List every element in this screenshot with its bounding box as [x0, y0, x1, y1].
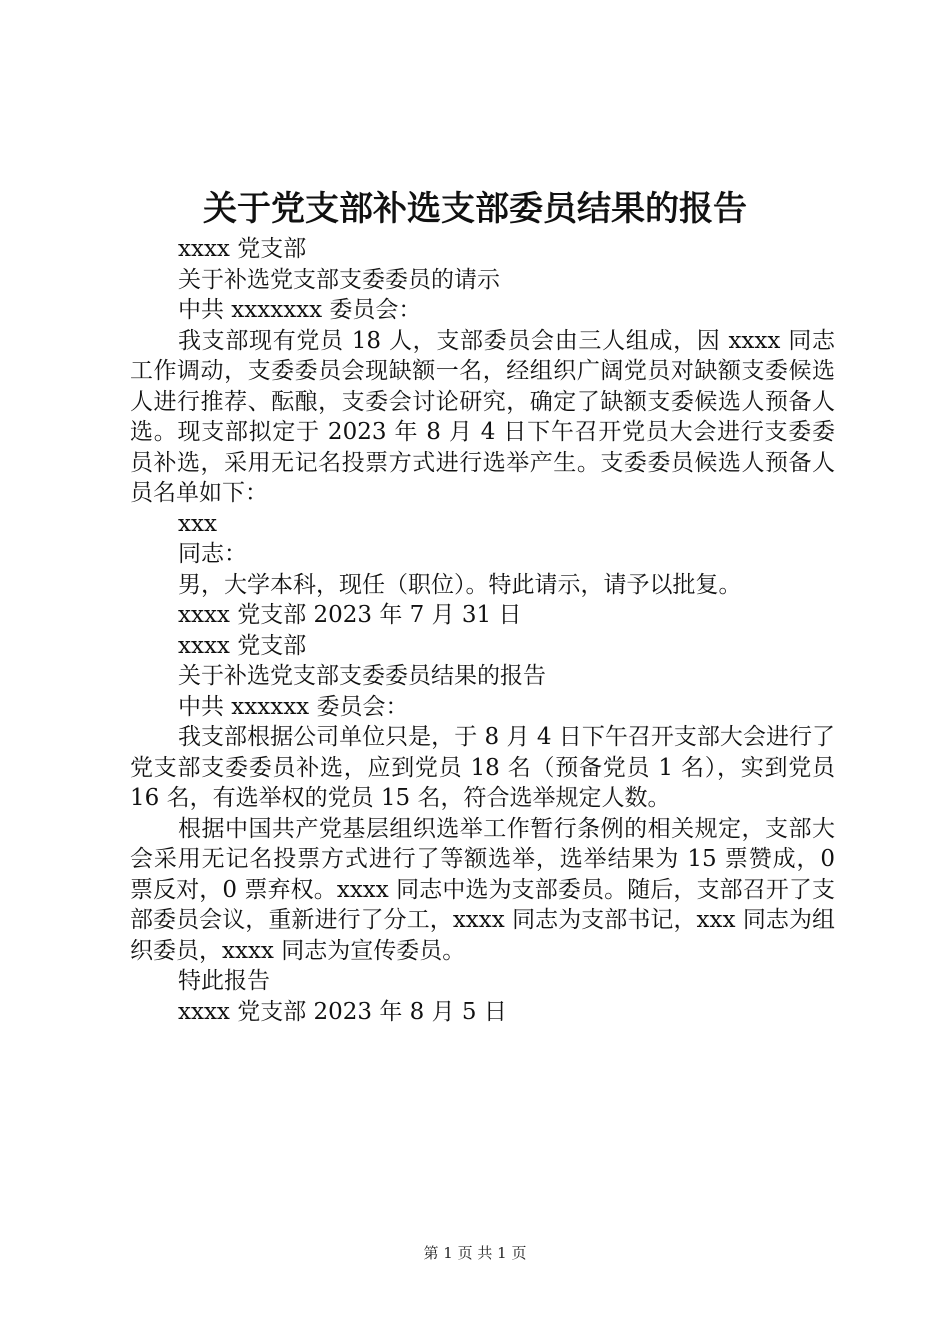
report-signature: xxxx 党支部 2023 年 8 月 5 日 — [178, 998, 507, 1025]
document-body — [130, 234, 835, 1027]
report-org: xxxx 党支部 — [178, 632, 307, 659]
report-subject: 关于补选党支部支委委员结果的报告 — [178, 663, 546, 689]
page-footer: 第 1 页 共 1 页 — [423, 1244, 527, 1262]
report-paragraph-1: 我支部根据公司单位只是，于 8 月 4 日下午召开支部大会进行了党支部支委委员补选，应到党员 18 名（预备党员 1 名），实到党员 16 名，有选举权的党员 15 名，符合选举规定人数。 — [130, 724, 835, 811]
request-org: xxxx 党支部 — [178, 236, 307, 262]
page-title: 关于党支部补选支部委员结果的报告 — [203, 189, 747, 229]
candidate-info: 男，大学本科，现任（职位）。特此请示，请予以批复。 — [178, 571, 742, 598]
comrade-label: 同志： — [178, 541, 247, 567]
request-paragraph: 我支部现有党员 18 人，支部委员会由三人组成，因 xxxx 同志工作调动，支委委员会现缺额一名，经组织广阔党员对缺额支委候选人进行推荐、酝酿，支委会讨论研究，确定了缺额支委候选人预备人选。现支部拟定于 2023 年 8 月 4 日下午召开党员大会进行支委委员补选，采用无记名投票方式进行选举产生。支委委员候选人预备人员名单如下： — [130, 327, 835, 506]
candidate-name: xxx — [178, 510, 217, 537]
request-signature: xxxx 党支部 2023 年 7 月 31 日 — [178, 602, 522, 628]
request-addressee: 中共 xxxxxxx 委员会： — [178, 297, 422, 323]
request-subject: 关于补选党支部支委委员的请示 — [178, 266, 500, 293]
report-addressee: 中共 xxxxxx 委员会： — [178, 693, 409, 720]
report-paragraph-2: 根据中国共产党基层组织选举工作暂行条例的相关规定，支部大会采用无记名投票方式进行了等额选举，选举结果为 15 票赞成，0 票反对，0 票弃权。xxxx 同志中选为支部委员。随后，支部召开了支部委员会议，重新进行了分工，xxxx 同志为支部书记，xxx 同志为组织委员，xxxx 同志为宣传委员。 — [130, 815, 835, 964]
report-closing: 特此报告 — [178, 968, 270, 994]
